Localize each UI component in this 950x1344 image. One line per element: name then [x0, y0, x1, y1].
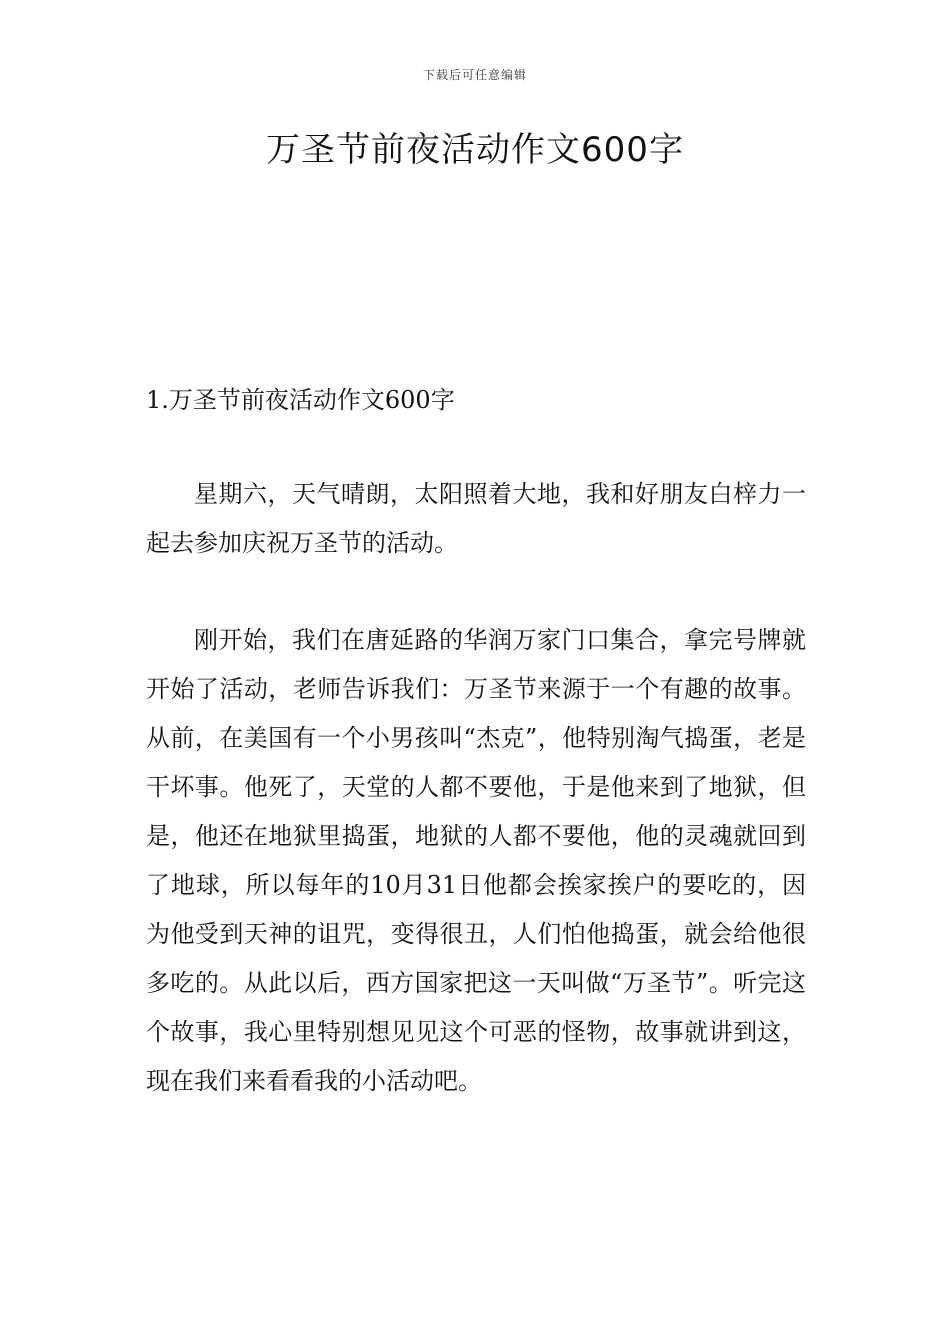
document-body	[146, 376, 806, 1154]
section-heading: 1.万圣节前夜活动作文600字	[146, 386, 455, 414]
paragraph-2: 刚开始，我们在唐延路的华润万家门口集合，拿完号牌就开始了活动，老师告诉我们：万圣节来源于一个有趣的故事。从前，在美国有一个小男孩叫“杰克”，他特别淘气捣蛋，老是干坏事。他死了，天堂的人都不要他，于是他来到了地狱，但是，他还在地狱里捣蛋，地狱的人都不要他，他的灵魂就回到了地球，所以每年的10月31日他都会挨家挨户的要吃的，因为他受到天神的诅咒，变得很丑，人们怕他捣蛋，就会给他很多吃的。从此以后，西方国家把这一天叫做“万圣节”。听完这个故事，我心里特别想见见这个可恶的怪物，故事就讲到这，现在我们来看看我的小活动吧。	[146, 626, 806, 1095]
header-note: 下载后可任意编辑	[422, 68, 527, 82]
page-title: 万圣节前夜活动作文600字	[266, 130, 684, 170]
paragraph-1: 星期六，天气晴朗，太阳照着大地，我和好朋友白梓力一起去参加庆祝万圣节的活动。	[146, 480, 806, 557]
